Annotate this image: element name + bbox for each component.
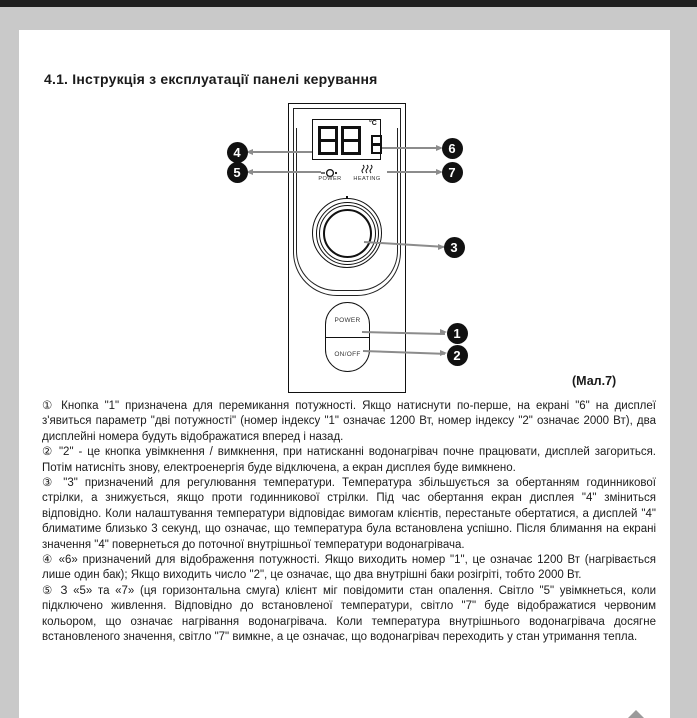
callout-badge-2: 2: [447, 345, 468, 366]
paragraph-5: ⑤ З «5» та «7» (ця горизонтальна смуга) клієнт міг повідомити стан опалення. Світло "5" увімкнеться, коли підключено живлення. Відповідно до встановленої температури, світло "7" буде відображатися червоним кольором, що означає нагрівання водонагрівача. Коли температура внутрішнього водонагрівача досягне встановленого значення, світло "7" вимкне, а це означає, що водонагрівач переходить у стан утримання тепла.: [42, 584, 656, 644]
seven-segment-digit: [318, 126, 338, 155]
arrowhead-callout-2: [440, 350, 447, 356]
page-corner-mark: [628, 710, 644, 718]
celsius-unit-label: °C: [369, 120, 377, 127]
callout-badge-6: 6: [442, 138, 463, 159]
paragraph-4: ④ «6» призначений для відображення потужності. Якщо виходить номер "1", це означає 1200 Вт (нагрівається лише один бак); Якщо виходить число "2", це означає, що два внутрішні баки розігріті, тобто 2000 Вт.: [42, 554, 656, 582]
heating-indicator-label: HEATING: [353, 176, 381, 182]
arrow-to-callout-4: [250, 151, 312, 153]
instruction-text: [42, 399, 656, 646]
arrowhead-callout-1: [440, 329, 447, 335]
paragraph-2: ② "2" - це кнопка увімкнення / вимкнення, при натисканні водонагрівач почне працювати, дисплей загориться. Потім натисніть знову, електроенергія буде відключена, а екран дисплея буде вимкнено.: [42, 446, 656, 474]
power-indicator-label: POWER: [318, 176, 342, 182]
seven-segment-digit: [341, 126, 361, 155]
paragraph-1: ① Кнопка "1" призначена для перемикання потужності. Якщо натиснути по-перше, на екрані "6" на дисплеї з'явиться параметр "дві потужності" (номер індексу "1" означає 1200 Вт, номер індексу "2" означає 2000 Вт), два дисплейні номера будуть відображатися вперед і назад.: [42, 400, 656, 443]
callout-badge-5: 5: [227, 162, 248, 183]
pill-divider: [326, 337, 369, 338]
arrow-to-callout-6: [382, 147, 441, 149]
power-button-label: POWER: [334, 317, 361, 324]
arrow-to-callout-7: [387, 171, 441, 173]
paragraph-3: ③ "3" призначений для регулювання температури. Температура збільшується за обертанням годинникової стрілки, а знижується, якщо проти годинникової стрілки. Під час обертання екран дисплея "4" зміниться відповідно. Коли налаштування температури відповідає вимогам клієнтів, перестаньте обертатися, а дисплей "4" блиматиме близько 3 секунд, що означає, що температура була встановлена успішно. Після блимання на екрані значення "4" повернеться до поточної внутрішньої температури водонагрівача.: [42, 477, 656, 551]
button-pill: [325, 302, 370, 372]
onoff-button-label: ON/OFF: [334, 351, 361, 358]
callout-badge-3: 3: [444, 237, 465, 258]
seven-segment-small-digit: [371, 135, 382, 154]
arrow-to-callout-5: [250, 171, 321, 173]
callout-badge-4: 4: [227, 142, 248, 163]
figure-caption: (Мал.7): [572, 374, 617, 388]
knob-core: [323, 209, 372, 258]
callout-badge-1: 1: [447, 323, 468, 344]
section-title: 4.1. Інструкція з експлуатації панелі керування: [44, 71, 378, 87]
top-black-bar: [0, 0, 697, 7]
callout-badge-7: 7: [442, 162, 463, 183]
